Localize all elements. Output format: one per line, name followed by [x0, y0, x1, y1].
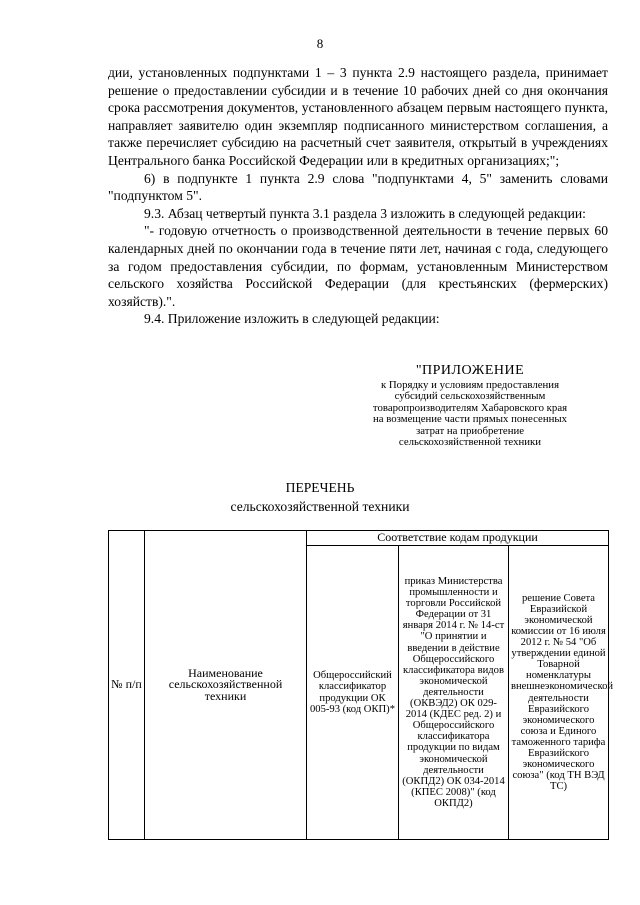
list-title: ПЕРЕЧЕНЬ	[285, 480, 355, 495]
paragraph: 9.3. Абзац четвертый пункта 3.1 раздела 3 изложить в следующей редакции:	[144, 205, 586, 221]
paragraph: "- годовую отчетность о производственной деятельности в течение первых 60 календарных дней по окончании года в течение пяти лет, начиная с года, следующего за годом предоставления субсидии, по формам, установленным Министерством сельского хозяйства Российской Федерации (для крестьянских (фермерских) хозяйств).".	[108, 223, 608, 309]
page-number: 8	[316, 36, 324, 51]
appendix-header	[332, 363, 608, 448]
equipment-table	[108, 530, 614, 840]
appendix-line: товаропроизводителям Хабаровского края	[372, 401, 568, 414]
appendix-line: затрат на приобретение	[415, 424, 525, 437]
paragraph: 9.4. Приложение изложить в следующей редакции:	[144, 311, 440, 327]
header-tnved: решение Совета Евразийской экономической комиссии от 16 июля 2012 г. № 54 "Об утверждении единой Товарной номенклатуры внешнеэкономической деятельности Евразийского экономического союза и Единого таможенного тарифа Евразийского экономического союза" (код ТН ВЭД ТС)	[509, 546, 609, 840]
header-name: Наименование сельскохозяйственной техники	[145, 531, 307, 840]
header-okpd2: приказ Министерства промышленности и торговли Российской Федерации от 31 января 2014 г. № 14-ст "О принятии и введении в действие Общероссийского классификатора видов экономической деятельности (ОКВЭД2) ОК 029-2014 (КДЕС ред. 2) и Общероссийского классификатора продукции по видам экономической деятельности (ОКПД2) ОК 034-2014 (КПЕС 2008)" (код ОКПД2)	[399, 546, 509, 840]
appendix-title: "ПРИЛОЖЕНИЕ	[415, 363, 525, 378]
header-okp: Общероссийский классификатор продукции ОК 005-93 (код ОКП)*	[307, 546, 399, 840]
appendix-line: сельскохозяйственной техники	[398, 436, 542, 449]
header-code-group: Соответствие кодам продукции	[307, 531, 609, 546]
appendix-line: на возмещение части прямых понесенных	[372, 413, 568, 426]
appendix-line: субсидий сельскохозяйственным	[394, 390, 546, 403]
appendix-line: к Порядку и условиям предоставления	[380, 379, 560, 391]
list-subtitle: сельскохозяйственной техники	[230, 499, 410, 514]
body-text	[108, 64, 608, 328]
header-number: № п/п	[109, 531, 145, 840]
paragraph: дии, установленных подпунктами 1 – 3 пункта 2.9 настоящего раздела, принимает решение о предоставлении субсидии и в течение 10 рабочих дней со дня окончания срока рассмотрения документов, установленного абзацем первым настоящего пункта, направляет заявителю один экземпляр подписанного министерством соглашения, а также перечисляет субсидию на расчетный счет заявителя, открытый в учреждениях Центрального банка Российской Федерации или в кредитных организациях;";	[108, 65, 608, 168]
paragraph: 6) в подпункте 1 пункта 2.9 слова "подпунктами 4, 5" заменить словами "подпунктом 5".	[108, 170, 608, 204]
